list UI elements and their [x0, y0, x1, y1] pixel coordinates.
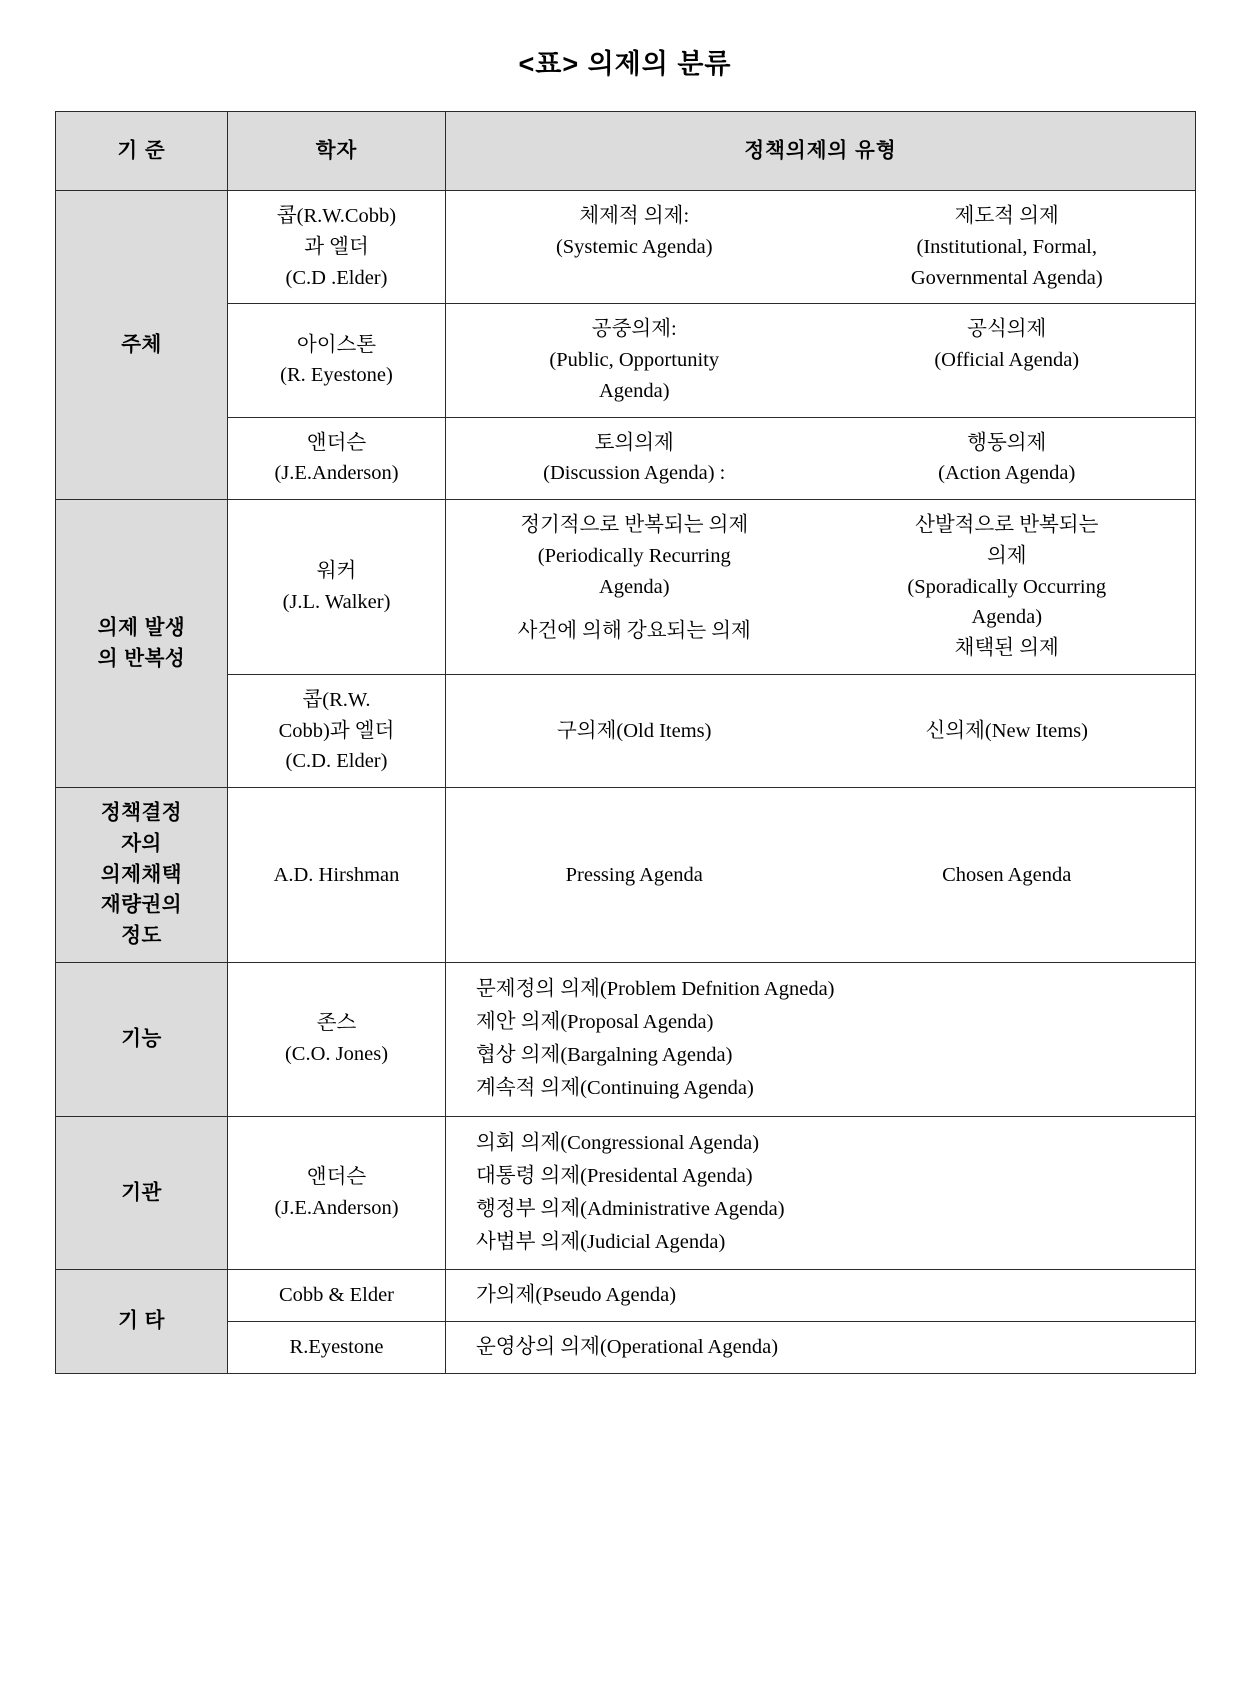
type-line: 공중의제:	[591, 318, 677, 341]
types-cell	[446, 674, 1196, 787]
criteria-cell	[56, 1116, 228, 1270]
scholar-line: (J.E.Anderson)	[274, 1196, 399, 1219]
type-line: 협상 의제(Bargalning Agenda)	[476, 1044, 733, 1067]
type-line: 행동의제	[967, 431, 1047, 454]
column-header-types: 정책의제의 유형	[446, 112, 1196, 191]
type-line: Chosen Agenda	[942, 863, 1072, 886]
criteria-cell	[56, 191, 228, 500]
table-row	[56, 1270, 1196, 1322]
page-title: <표> 의제의 분류	[518, 49, 732, 79]
scholar-line: 앤더슨	[306, 1166, 367, 1189]
scholar-cell	[228, 417, 446, 500]
types-cell	[446, 417, 1196, 500]
type-right	[821, 510, 1188, 664]
type-line: (Sporadically Occurring	[907, 575, 1107, 598]
table-row	[56, 962, 1196, 1116]
type-left	[454, 314, 821, 406]
types-cell	[446, 191, 1196, 304]
scholar-line: A.D. Hirshman	[273, 863, 400, 886]
criteria-label: 정도	[121, 924, 162, 947]
type-right	[821, 314, 1188, 406]
table-row	[56, 788, 1196, 963]
types-cell	[446, 1116, 1196, 1270]
table-body	[56, 191, 1196, 1374]
type-line: (Systemic Agenda)	[555, 235, 713, 258]
types-cell	[446, 1270, 1196, 1322]
scholar-line: 앤더슨	[306, 431, 367, 454]
type-right	[821, 428, 1188, 490]
type-line: 가의제(Pseudo Agenda)	[476, 1284, 677, 1307]
scholar-cell	[228, 191, 446, 304]
type-line: 신의제(New Items)	[925, 719, 1088, 742]
scholar-line: 워커	[316, 560, 357, 583]
type-line: (Public, Opportunity	[549, 349, 720, 371]
type-left	[454, 201, 821, 293]
criteria-label: 자의	[121, 831, 162, 855]
criteria-label: 주체	[121, 332, 162, 356]
scholar-cell	[228, 500, 446, 675]
type-left	[454, 860, 821, 891]
type-line: 행정부 의제(Administrative Agenda)	[476, 1197, 785, 1220]
scholar-line: 존스	[316, 1012, 357, 1035]
table-row	[56, 191, 1196, 304]
type-line: 의회 의제(Congressional Agenda)	[476, 1131, 760, 1154]
criteria-cell	[56, 962, 228, 1116]
type-line: 제도적 의제	[954, 205, 1059, 227]
scholar-line: (C.O. Jones)	[284, 1043, 389, 1066]
column-header-criteria: 기 준	[56, 112, 228, 191]
type-line: Agenda)	[598, 379, 670, 402]
scholar-cell	[228, 1270, 446, 1322]
scholar-cell	[228, 1322, 446, 1374]
scholar-cell	[228, 304, 446, 417]
scholar-line: (C.D .Elder)	[285, 266, 388, 289]
types-cell	[446, 1322, 1196, 1374]
type-line: 사건에 의해 강요되는 의제	[517, 620, 751, 643]
type-list	[454, 1127, 1187, 1260]
table-row	[56, 1116, 1196, 1270]
criteria-cell	[56, 1270, 228, 1374]
scholar-line: 콥(R.W.	[302, 688, 371, 711]
type-left	[454, 716, 821, 747]
criteria-label: 재량권의	[100, 893, 183, 917]
criteria-label: 의 반복성	[97, 646, 186, 670]
scholar-line: 콥(R.W.Cobb)	[276, 205, 397, 227]
types-cell	[446, 788, 1196, 963]
agenda-classification-table	[55, 111, 1196, 1374]
scholar-line: Cobb)과 엘더	[278, 719, 395, 742]
spacer	[454, 602, 815, 616]
scholar-line: (C.D. Elder)	[285, 750, 388, 773]
scholar-line: (R. Eyestone)	[280, 364, 393, 387]
type-line: 산발적으로 반복되는	[915, 514, 1099, 536]
type-left	[454, 510, 821, 664]
type-line: (Institutional, Formal,	[916, 235, 1097, 258]
types-cell	[446, 500, 1196, 675]
type-right	[821, 860, 1188, 891]
type-line: 대통령 의제(Presidental Agenda)	[476, 1164, 753, 1187]
table-header-row	[56, 112, 1196, 191]
criteria-label: 정책결정	[100, 801, 183, 824]
scholar-line: 과 엘더	[304, 235, 369, 258]
type-line: 사법부 의제(Judicial Agenda)	[476, 1231, 726, 1254]
type-list	[454, 973, 1187, 1106]
type-right	[821, 201, 1188, 293]
type-line: 계속적 의제(Continuing Agenda)	[476, 1077, 754, 1100]
criteria-label: 의제 발생	[97, 615, 186, 639]
column-header-scholar: 학자	[228, 112, 446, 191]
criteria-label: 의제채택	[100, 862, 183, 886]
scholar-line: (J.L. Walker)	[282, 590, 391, 613]
type-line: Agenda)	[971, 606, 1043, 629]
type-line: Pressing Agenda	[565, 863, 703, 886]
scholar-cell	[228, 674, 446, 787]
scholar-line: 아이스톤	[296, 333, 377, 356]
scholar-line: R.Eyestone	[289, 1336, 384, 1359]
type-line: (Action Agenda)	[938, 462, 1076, 485]
criteria-label: 기능	[121, 1026, 162, 1050]
scholar-line: Cobb & Elder	[278, 1284, 394, 1307]
type-line: (Periodically Recurring	[537, 544, 731, 567]
criteria-cell	[56, 500, 228, 788]
scholar-cell	[228, 1116, 446, 1270]
criteria-label: 기관	[121, 1180, 162, 1204]
criteria-label: 기 타	[118, 1309, 165, 1333]
type-line: Agenda)	[598, 575, 670, 598]
criteria-cell	[56, 788, 228, 963]
type-line: 제안 의제(Proposal Agenda)	[476, 1010, 714, 1033]
table-header	[56, 112, 1196, 191]
type-line: 운영상의 의제(Operational Agenda)	[476, 1336, 779, 1359]
type-line: Governmental Agenda)	[910, 266, 1103, 289]
type-line: (Official Agenda)	[934, 349, 1080, 371]
type-line: 의제	[986, 544, 1027, 567]
table-row	[56, 500, 1196, 675]
scholar-line: (J.E.Anderson)	[274, 462, 399, 485]
type-line: 체제적 의제:	[579, 205, 690, 227]
type-line: 문제정의 의제(Problem Defnition Agneda)	[476, 977, 835, 1000]
scholar-cell	[228, 788, 446, 963]
types-cell	[446, 304, 1196, 417]
type-line: 구의제(Old Items)	[557, 719, 712, 742]
type-line: 정기적으로 반복되는 의제	[520, 514, 749, 536]
type-line: 토의의제	[594, 431, 674, 454]
scholar-cell	[228, 962, 446, 1116]
type-line: 채택된 의제	[954, 637, 1059, 659]
type-line: (Discussion Agenda) :	[543, 462, 726, 485]
type-left	[454, 428, 821, 490]
types-cell	[446, 962, 1196, 1116]
type-line: 공식의제	[967, 318, 1047, 341]
type-right	[821, 716, 1188, 747]
